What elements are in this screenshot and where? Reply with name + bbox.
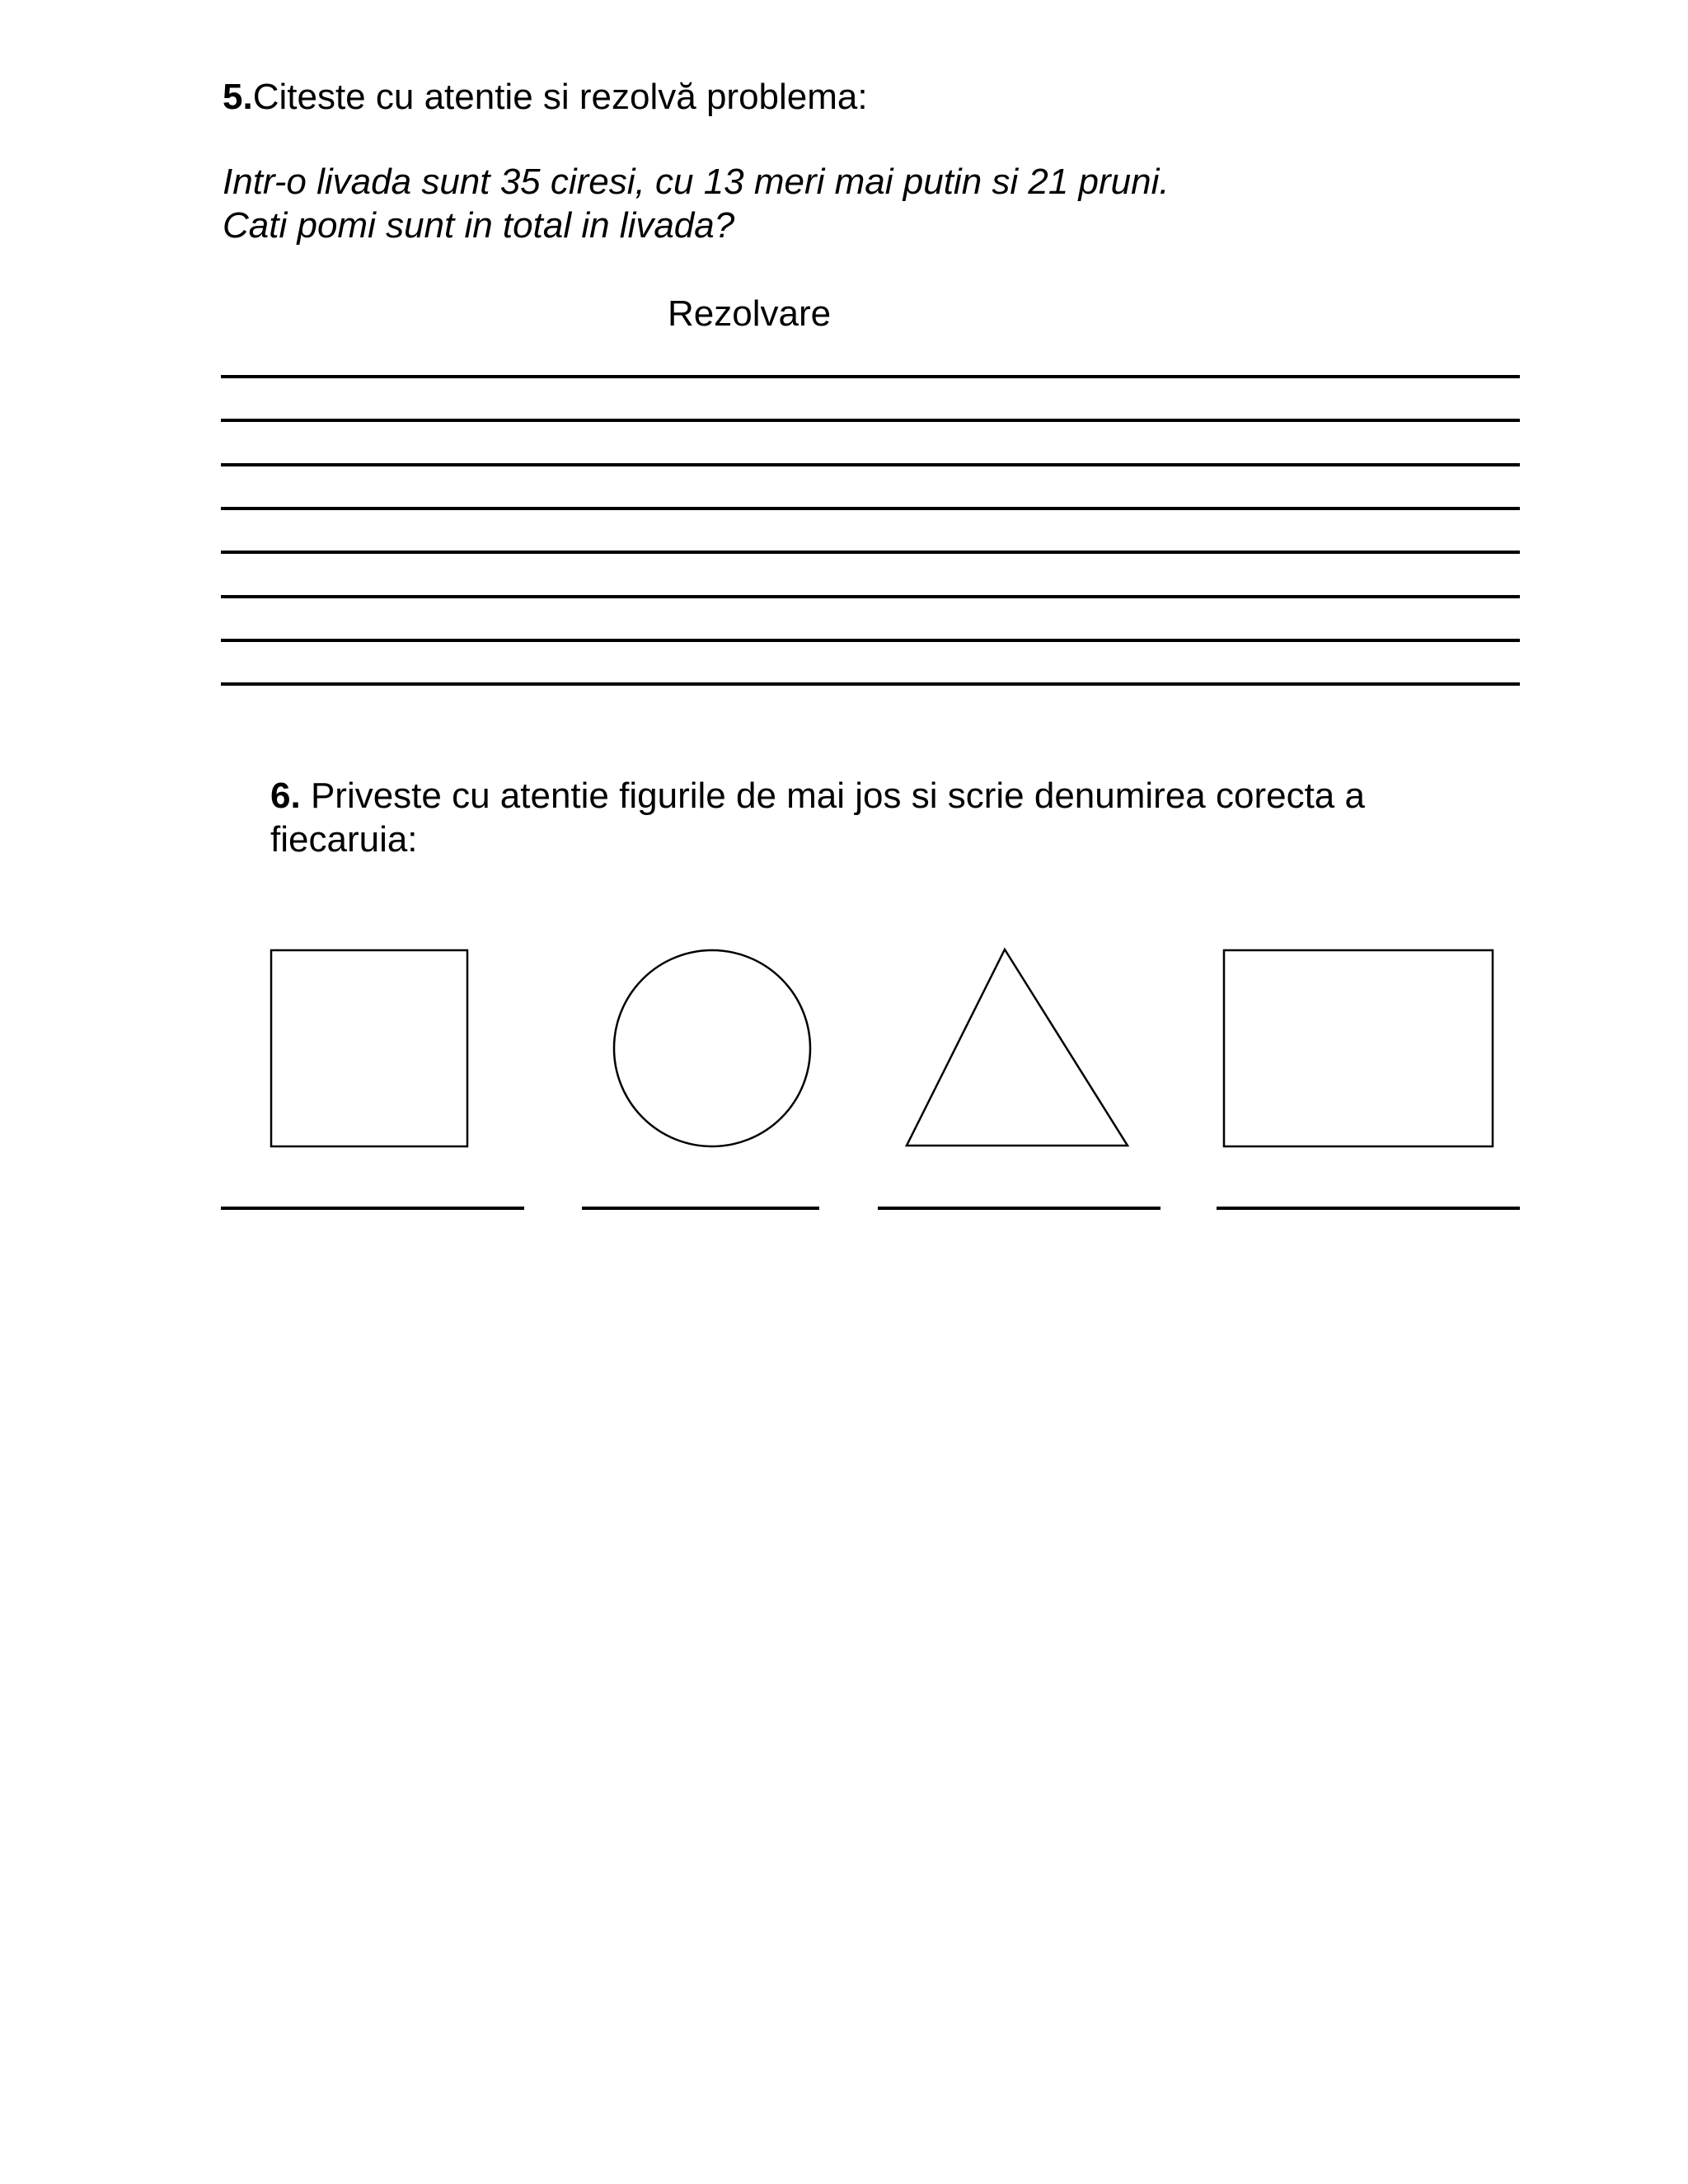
problem-text-line-2: Cati pomi sunt in total in livada? [223, 205, 735, 246]
shape-name-blank[interactable] [221, 1207, 524, 1210]
exercise-5-instruction: Citeste cu atentie si rezolvă problema: [252, 77, 868, 117]
answer-line[interactable] [221, 419, 1520, 422]
rectangle-icon [1223, 949, 1495, 1149]
solution-heading: Rezolvare [668, 293, 832, 334]
exercise-6-heading [270, 775, 1365, 818]
exercise-6-instruction-line-2: fiecaruia: [270, 819, 418, 860]
shape-name-blank[interactable] [582, 1207, 819, 1210]
answer-line[interactable] [221, 375, 1520, 378]
circle-icon [612, 948, 813, 1149]
exercise-5-number: 5. [223, 77, 253, 117]
answer-line[interactable] [221, 595, 1520, 598]
answer-line[interactable] [221, 682, 1520, 686]
shape-name-blank[interactable] [878, 1207, 1160, 1210]
answer-line[interactable] [221, 463, 1520, 466]
triangle-icon [905, 948, 1129, 1149]
answer-line[interactable] [221, 551, 1520, 554]
problem-text-line-1: Intr-o livada sunt 35 ciresi, cu 13 meri mai putin si 21 pruni. [223, 162, 1170, 202]
exercise-6-number: 6. [270, 776, 301, 816]
exercise-5-heading [223, 76, 868, 119]
shape-name-blank[interactable] [1217, 1207, 1520, 1210]
exercise-6-instruction-line-1: Priveste cu atentie figurile de mai jos si scrie denumirea corecta a [310, 776, 1365, 816]
answer-line[interactable] [221, 639, 1520, 642]
answer-line[interactable] [221, 507, 1520, 510]
square-icon [270, 949, 470, 1149]
